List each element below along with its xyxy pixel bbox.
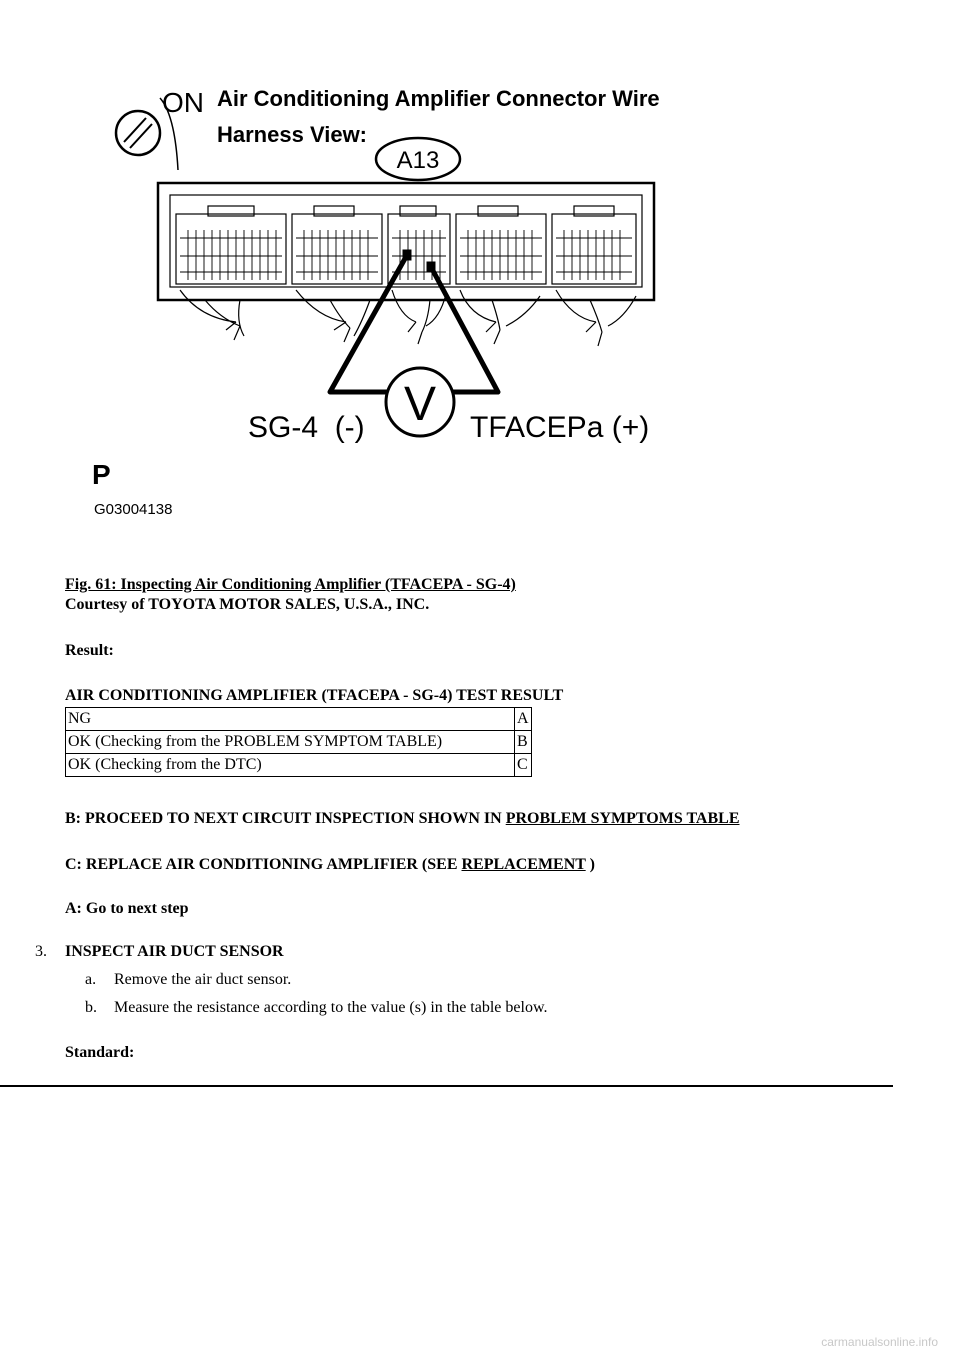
figure-code: G03004138 [94,501,173,518]
action-c [65,855,595,875]
connector-id-badge [376,138,460,180]
table-cell-condition: NG [66,708,515,731]
footer-divider [0,1085,893,1087]
action-c-end: ) [585,856,595,873]
table-row [66,708,532,731]
action-a: A: Go to next step [65,900,189,917]
problem-symptoms-table-link[interactable]: PROBLEM SYMPTOMS TABLE [505,810,740,827]
table-cell-condition: OK (Checking from the PROBLEM SYMPTOM TABLE) [66,731,515,754]
step-number: 3. [35,943,47,960]
list-marker: a. [85,971,97,988]
action-c-text: C: REPLACE AIR CONDITIONING AMPLIFIER (SEE [65,856,462,873]
negative-probe-label: SG-4 (-) [248,411,365,444]
connector-body [158,183,654,300]
list-item: Measure the resistance according to the value (s) in the table below. [114,999,548,1016]
connector-id-label: A13 [396,147,440,174]
watermark: carmanualsonline.info [821,1335,938,1349]
action-b [65,809,740,829]
replacement-link[interactable]: REPLACEMENT [461,856,586,873]
on-label: ON [162,87,204,118]
positive-probe-label: TFACEPa (+) [470,411,650,444]
standard-label: Standard: [65,1044,135,1061]
table-cell-code: C [515,754,532,777]
voltmeter-icon [386,368,454,436]
result-label: Result: [65,642,114,659]
list-item: Remove the air duct sensor. [114,971,292,988]
action-b-text: B: PROCEED TO NEXT CIRCUIT INSPECTION SHOWN IN [65,810,506,827]
figure-courtesy: Courtesy of TOYOTA MOTOR SALES, U.S.A., INC. [65,596,430,613]
diagram-title: Air Conditioning Amplifier Connector Wire [217,86,660,111]
list-marker: b. [85,999,97,1016]
table-row [66,731,532,754]
table-cell-code: A [515,708,532,731]
table-row [66,754,532,777]
table-cell-condition: OK (Checking from the DTC) [66,754,515,777]
voltmeter-symbol: V [403,378,437,431]
result-table [65,707,532,777]
p-label: P [92,459,111,490]
step-title: INSPECT AIR DUCT SENSOR [65,943,284,960]
diagram-subtitle: Harness View: [217,122,368,147]
figure-caption[interactable]: Fig. 61: Inspecting Air Conditioning Amplifier (TFACEPA - SG-4) [65,576,516,593]
table-cell-code: B [515,731,532,754]
connector-diagram [0,0,960,530]
table-title: AIR CONDITIONING AMPLIFIER (TFACEPA - SG-4) TEST RESULT [65,687,564,704]
